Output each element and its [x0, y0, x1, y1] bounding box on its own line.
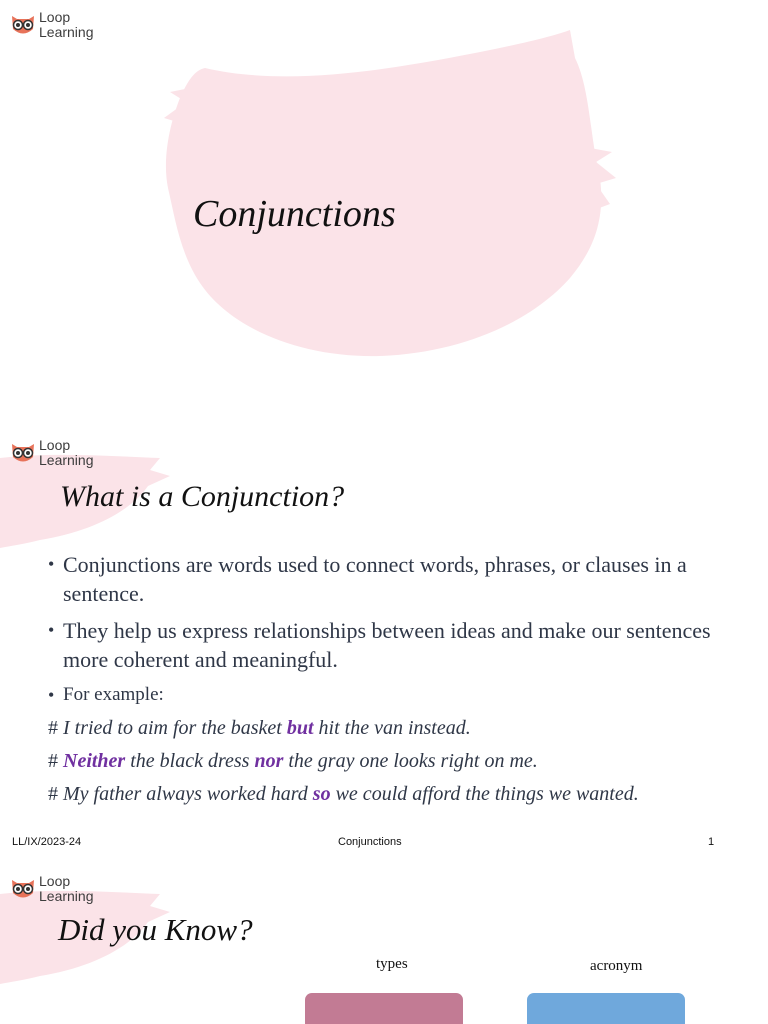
brand-name-line1: Loop	[39, 873, 71, 889]
example-text: we could afford the things we wanted.	[330, 783, 639, 805]
brand-name	[39, 874, 94, 904]
conjunction-word: nor	[254, 750, 284, 772]
brand-name-line2: Learning	[39, 24, 94, 40]
definition-slide	[0, 428, 768, 864]
brand-name-line2: Learning	[39, 888, 94, 904]
brand-logo	[10, 10, 94, 40]
slide-title: What is a Conjunction?	[60, 480, 345, 513]
types-label: types	[376, 956, 408, 972]
brand-name	[39, 438, 94, 468]
footer-code: LL/IX/2023-24	[12, 836, 82, 848]
example-sentence	[48, 745, 748, 778]
conjunction-word: Neither	[63, 750, 126, 772]
bullet-item: • They help us express relationships between ideas and make our sentences more coherent and meaningful.	[46, 616, 726, 674]
brand-name-line1: Loop	[39, 437, 71, 453]
example-text: hit the van instead.	[313, 717, 471, 739]
acronym-label: acronym	[590, 958, 643, 974]
owl-icon	[10, 13, 36, 37]
did-you-know-slide	[0, 864, 768, 1024]
conjunction-word: so	[312, 783, 331, 805]
owl-icon	[10, 877, 36, 901]
brand-name-line2: Learning	[39, 452, 94, 468]
example-text: My father always worked hard	[63, 783, 313, 805]
title-slide	[0, 0, 768, 428]
example-sentence	[48, 778, 748, 811]
footer-title: Conjunctions	[338, 836, 402, 848]
bullet-item: • Conjunctions are words used to connect words, phrases, or clauses in a sentence.	[46, 550, 726, 608]
example-text: I tried to aim for the basket	[63, 717, 287, 739]
brand-name-line1: Loop	[39, 9, 71, 25]
brand-logo	[10, 874, 94, 904]
hash-marker: #	[48, 750, 58, 772]
acronym-box	[527, 993, 685, 1024]
example-sentence	[48, 712, 748, 745]
bullet-list	[46, 550, 726, 716]
slide-title: Did you Know?	[58, 912, 253, 947]
slide-title: Conjunctions	[193, 193, 396, 235]
page-number: 1	[708, 836, 715, 848]
conjunction-word: but	[286, 717, 314, 739]
types-box	[305, 993, 463, 1024]
hash-marker: #	[48, 783, 58, 805]
example-text: the gray one looks right on me.	[283, 750, 538, 772]
hash-marker: #	[48, 717, 58, 739]
owl-icon	[10, 441, 36, 465]
brand-name	[39, 10, 94, 40]
example-list	[48, 712, 748, 811]
example-text: the black dress	[125, 750, 255, 772]
brand-logo	[10, 438, 94, 468]
bullet-item: • For example:	[46, 682, 726, 708]
